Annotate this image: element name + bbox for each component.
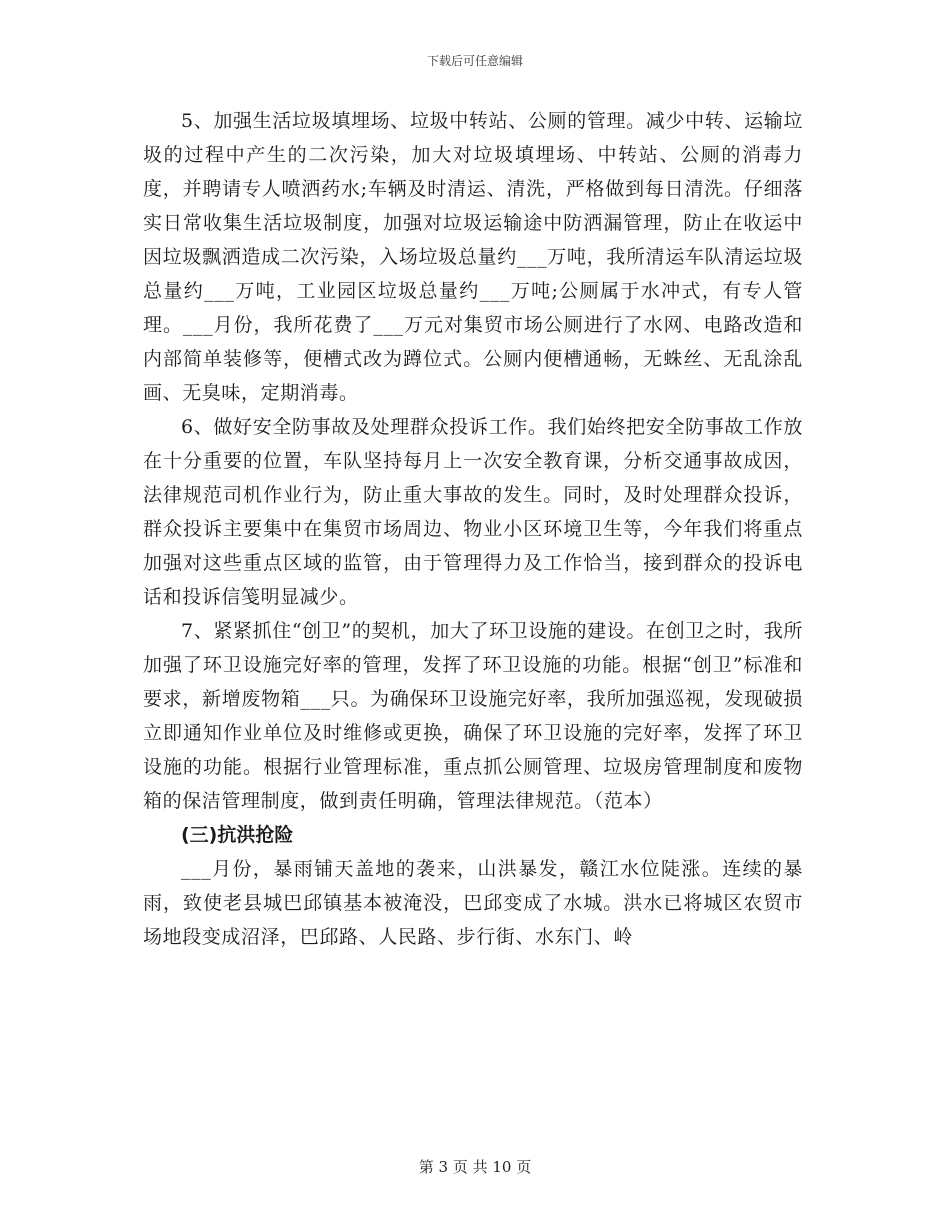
paragraph-item-7: 7、紧紧抓住“创卫”的契机，加大了环卫设施的建设。在创卫之时，我所加强了环卫设施完好率的管理，发挥了环卫设施的功能。根据“创卫”标准和要求，新增废物箱___只。为确保环卫设施完好率，我所加强巡视，发现破损立即通知作业单位及时维修或更换，确保了环卫设施的完好率，发挥了环卫设施的功能。根据行业管理标准，重点抓公厕管理、垃圾房管理制度和废物箱的保洁管理制度，做到责任明确，管理法律规范。（范本） (143, 620, 803, 812)
page-header: 下载后可任意编辑 (426, 54, 523, 68)
document-body (143, 104, 803, 954)
paragraph-item-6: 6、做好安全防事故及处理群众投诉工作。我们始终把安全防事故工作放在十分重要的位置，车队坚持每月上一次安全教育课，分析交通事故成因，法律规范司机作业行为，防止重大事故的发生。同时，及时处理群众投诉，群众投诉主要集中在集贸市场周边、物业小区环境卫生等，今年我们将重点加强对这些重点区域的监管，由于管理得力及工作恰当，接到群众的投诉电话和投诉信笺明显减少。 (143, 416, 803, 608)
paragraph-flood: ___月份，暴雨铺天盖地的袭来，山洪暴发，赣江水位陡涨。连续的暴雨，致使老县城巴邱镇基本被淹没，巴邱变成了水城。洪水已将城区农贸市场地段变成沼泽，巴邱路、人民路、步行街、水东门、岭 (143, 858, 803, 948)
page-footer: 第 3 页 共 10 页 (418, 1158, 532, 1176)
section-heading-flood: (三)抗洪抢险 (181, 824, 294, 846)
paragraph-item-5: 5、加强生活垃圾填埋场、垃圾中转站、公厕的管理。减少中转、运输垃圾的过程中产生的二次污染，加大对垃圾填埋场、中转站、公厕的消毒力度，并聘请专人喷洒药水;车辆及时清运、清洗，严格做到每日清洗。仔细落实日常收集生活垃圾制度，加强对垃圾运输途中防洒漏管理，防止在收运中因垃圾飘洒造成二次污染，入场垃圾总量约___万吨，我所清运车队清运垃圾总量约___万吨，工业园区垃圾总量约___万吨;公厕属于水冲式，有专人管理。___月份，我所花费了___万元对集贸市场公厕进行了水网、电路改造和内部简单装修等，便槽式改为蹲位式。公厕内便槽通畅，无蛛丝、无乱涂乱画、无臭味，定期消毒。 (143, 110, 803, 404)
